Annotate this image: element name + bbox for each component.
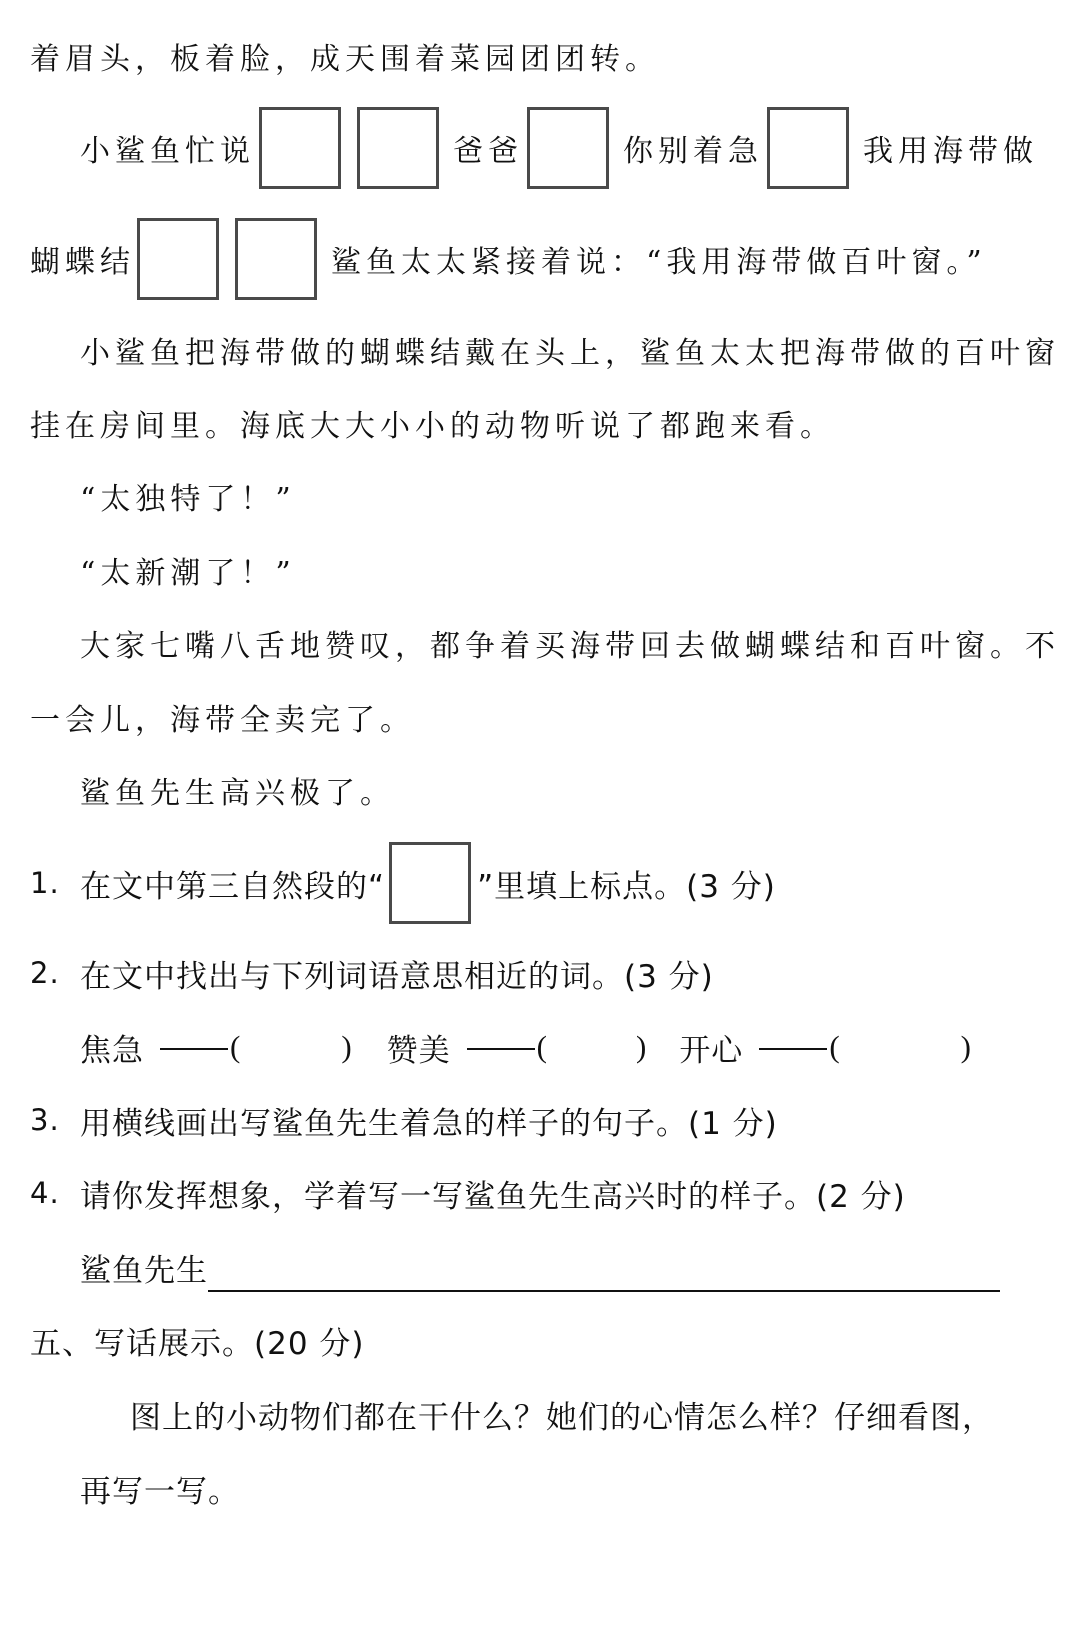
story-line-10: [80, 760, 1080, 820]
paren-close: ): [635, 1029, 648, 1064]
question-3: [30, 1090, 1080, 1150]
story-text: 小鲨鱼把海带做的蝴蝶结戴在头上，鲨鱼太太把海带做的百叶窗: [80, 336, 1060, 371]
question-4: [30, 1163, 1080, 1223]
answer-prefix: 鲨鱼先生: [80, 1252, 208, 1289]
story-line-2: [80, 107, 1080, 189]
punctuation-box[interactable]: [767, 107, 849, 189]
paren-open: (: [230, 1029, 242, 1064]
story-line-6: [80, 466, 1080, 526]
question-2-words: [80, 1017, 1080, 1077]
story-line-9: [30, 687, 1080, 747]
word-label: 焦急: [80, 1032, 144, 1069]
story-text: 你别着急: [623, 134, 763, 169]
section-heading: 五、写话展示。(20 分): [30, 1325, 365, 1362]
story-text: 挂在房间里。海底大大小小的动物听说了都跑来看。: [30, 409, 835, 444]
section-5-prompt-line-2: [80, 1458, 1080, 1518]
story-text: 鲨鱼太太紧接着说：“我用海带做百叶窗。”: [331, 245, 987, 280]
story-text: 着眉头，板着脸，成天围着菜园团团转。: [30, 42, 660, 77]
story-line-5: [30, 393, 1080, 453]
question-text: 请你发挥想象，学着写一写鲨鱼先生高兴时的样子。(2 分): [80, 1178, 906, 1215]
paren-open: (: [829, 1029, 841, 1064]
question-number: 4.: [30, 1176, 60, 1210]
question-text: 在文中找出与下列词语意思相近的词。(3 分): [80, 958, 714, 995]
prompt-text: 图上的小动物们都在干什么？她们的心情怎么样？仔细看图，: [130, 1399, 994, 1436]
story-text: 鲨鱼先生高兴极了。: [80, 776, 395, 811]
paren-close: ): [960, 1029, 972, 1064]
story-text: 蝴蝶结: [30, 245, 135, 280]
question-number: 3.: [30, 1103, 60, 1137]
punctuation-box[interactable]: [527, 107, 609, 189]
answer-underline[interactable]: [208, 1290, 1000, 1292]
story-text: “太新潮了！”: [80, 556, 296, 591]
story-line-3: [30, 218, 1080, 300]
paren-close: ): [341, 1029, 353, 1064]
story-text: 一会儿，海带全卖完了。: [30, 703, 415, 738]
dash-line: [759, 1048, 827, 1050]
question-text: 在文中第三自然段的“: [80, 868, 386, 905]
dash-line: [160, 1048, 228, 1050]
question-2: [30, 943, 1080, 1003]
punctuation-box[interactable]: [137, 218, 219, 300]
dash-line: [467, 1048, 535, 1050]
punctuation-box[interactable]: [389, 842, 471, 924]
section-5-heading: [30, 1310, 1080, 1370]
story-line-4: [80, 320, 1080, 380]
story-text: 我用海带做: [863, 134, 1038, 169]
story-line-8: [80, 613, 1080, 673]
prompt-text: 再写一写。: [80, 1473, 240, 1510]
paren-open: (: [536, 1029, 548, 1064]
word-label: 开心: [679, 1032, 744, 1069]
question-number: 1.: [30, 866, 60, 900]
story-text: 小鲨鱼忙说: [80, 134, 255, 169]
punctuation-box[interactable]: [235, 218, 317, 300]
story-text: 爸爸: [453, 134, 523, 169]
punctuation-box[interactable]: [259, 107, 341, 189]
story-line-1: [30, 26, 1080, 86]
story-line-7: [80, 540, 1080, 600]
question-1: [30, 842, 1080, 924]
question-number: 2.: [30, 956, 60, 990]
word-label: 赞美: [386, 1032, 451, 1069]
question-text: 用横线画出写鲨鱼先生着急的样子的句子。(1 分): [80, 1105, 778, 1142]
question-4-answer: [80, 1237, 1080, 1297]
section-5-prompt-line-1: [130, 1384, 1080, 1444]
punctuation-box[interactable]: [357, 107, 439, 189]
story-text: “太独特了！”: [80, 482, 296, 517]
question-text: ”里填上标点。(3 分): [477, 868, 776, 905]
story-text: 大家七嘴八舌地赞叹，都争着买海带回去做蝴蝶结和百叶窗。不: [80, 629, 1060, 664]
